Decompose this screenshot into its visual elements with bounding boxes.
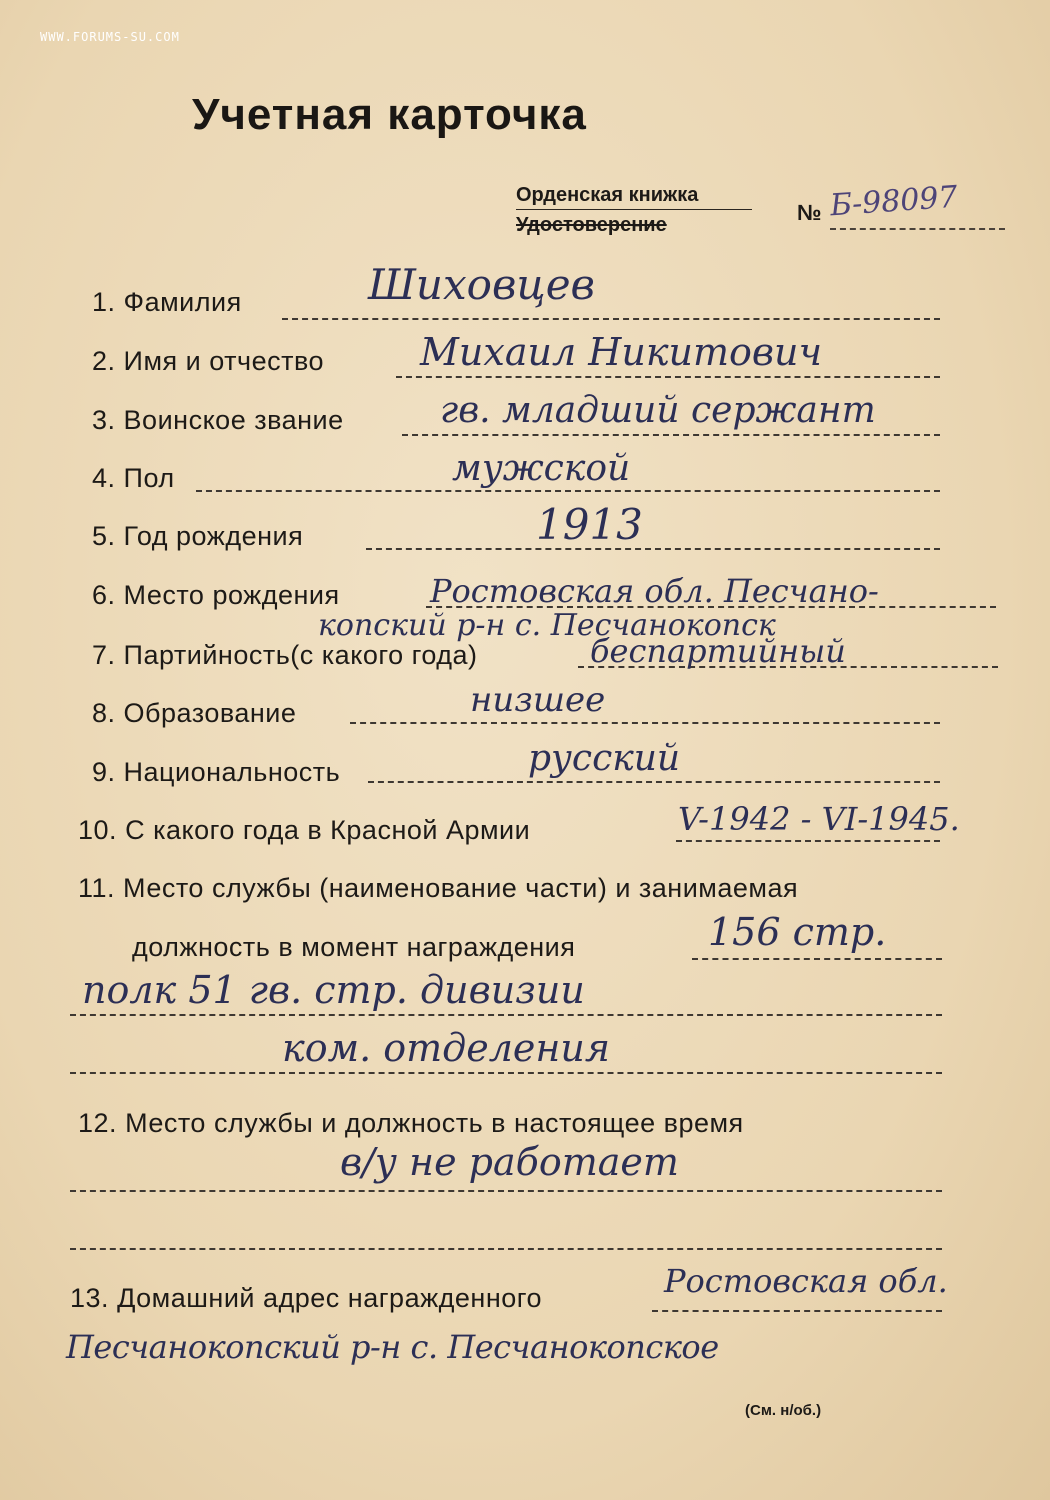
field-value-education: низшее [470, 680, 606, 720]
document-type [516, 184, 752, 237]
field-value-unit: 156 стр. [708, 910, 887, 954]
field-line [366, 548, 940, 550]
field-11 [78, 873, 798, 904]
field-value-nationality: русский [528, 738, 681, 779]
field-label: Год рождения [123, 521, 304, 551]
field-6 [92, 580, 340, 611]
field-number: 9. [92, 757, 116, 787]
field-number: 13. [70, 1283, 110, 1313]
field-8 [92, 698, 296, 729]
field-line [652, 1310, 942, 1312]
field-10 [78, 815, 530, 846]
field-number: 8. [92, 698, 116, 728]
field-value-army-years: V-1942 - VI-1945. [678, 800, 960, 838]
field-label: Воинское звание [123, 405, 344, 435]
field-label: Имя и отчество [123, 346, 325, 376]
field-line [676, 840, 940, 842]
field-label: Место рождения [123, 580, 340, 610]
field-value-name: Михаил Никитович [420, 330, 823, 374]
field-value-birth-year: 1913 [536, 500, 643, 549]
field-value-party: беспартийный [590, 632, 846, 670]
field-5 [92, 521, 303, 552]
field-number: 2. [92, 346, 116, 376]
number-value: Б-98097 [828, 179, 959, 224]
field-value-address: Ростовская обл. [664, 1262, 948, 1300]
field-label: Пол [123, 463, 175, 493]
field-line [282, 318, 940, 320]
doc-type-order-book: Орденская книжка [516, 184, 752, 210]
field-value-surname: Шиховцев [368, 260, 596, 309]
field-line [196, 490, 940, 492]
field-line [402, 434, 940, 436]
watermark: WWW.FORUMS-SU.COM [40, 30, 180, 44]
field-line [368, 781, 940, 783]
field-value-birthplace-cont: копский р-н с. Песчанокопск [318, 608, 776, 643]
field-number: 7. [92, 640, 116, 670]
field-number: 5. [92, 521, 116, 551]
field-number: 4. [92, 463, 116, 493]
field-value-birthplace: Ростовская обл. Песчано- [430, 572, 879, 610]
field-number: 3. [92, 405, 116, 435]
field-line [350, 722, 940, 724]
field-label: Партийность(с какого года) [123, 640, 478, 670]
doc-type-certificate-struck: Удостоверение [516, 214, 667, 236]
field-value-current-service: в/у не работает [340, 1140, 679, 1184]
field-value-address-cont: Песчанокопский р-н с. Песчанокопское [66, 1328, 719, 1366]
field-label: Домашний адрес награжденного [117, 1283, 543, 1313]
field-line [70, 1014, 942, 1016]
field-12 [78, 1108, 744, 1139]
field-label: Место службы и должность в настоящее время [125, 1108, 744, 1138]
field-line [70, 1190, 942, 1192]
field-label: С какого года в Красной Армии [125, 815, 531, 845]
field-label: Место службы (наименование части) и занимаемая [123, 873, 799, 903]
footer-note: (См. н/об.) [745, 1402, 822, 1419]
field-number: 6. [92, 580, 116, 610]
field-3 [92, 405, 344, 436]
field-2 [92, 346, 324, 377]
field-value-sex: мужской [452, 448, 631, 489]
field-label: Национальность [123, 757, 341, 787]
field-number: 10. [78, 815, 118, 845]
number-label: № [797, 200, 822, 225]
field-7 [92, 640, 478, 671]
field-1 [92, 287, 242, 318]
field-11-line-2: должность в момент награждения [132, 932, 576, 962]
field-number: 11. [78, 873, 116, 903]
field-line [70, 1248, 942, 1250]
field-line [692, 958, 942, 960]
field-value-rank: гв. младший сержант [440, 390, 876, 431]
field-number: 1. [92, 287, 116, 317]
field-line [70, 1072, 942, 1074]
field-number: 12. [78, 1108, 118, 1138]
field-value-position: ком. отделения [282, 1026, 611, 1070]
field-4 [92, 463, 175, 494]
field-9 [92, 757, 340, 788]
field-label: Фамилия [123, 287, 242, 317]
number-line [830, 228, 1005, 230]
field-line [396, 376, 940, 378]
field-13 [70, 1283, 542, 1314]
card-title: Учетная карточка [192, 90, 587, 139]
field-value-unit-cont: полк 51 гв. стр. дивизии [82, 968, 585, 1012]
field-label: Образование [123, 698, 297, 728]
